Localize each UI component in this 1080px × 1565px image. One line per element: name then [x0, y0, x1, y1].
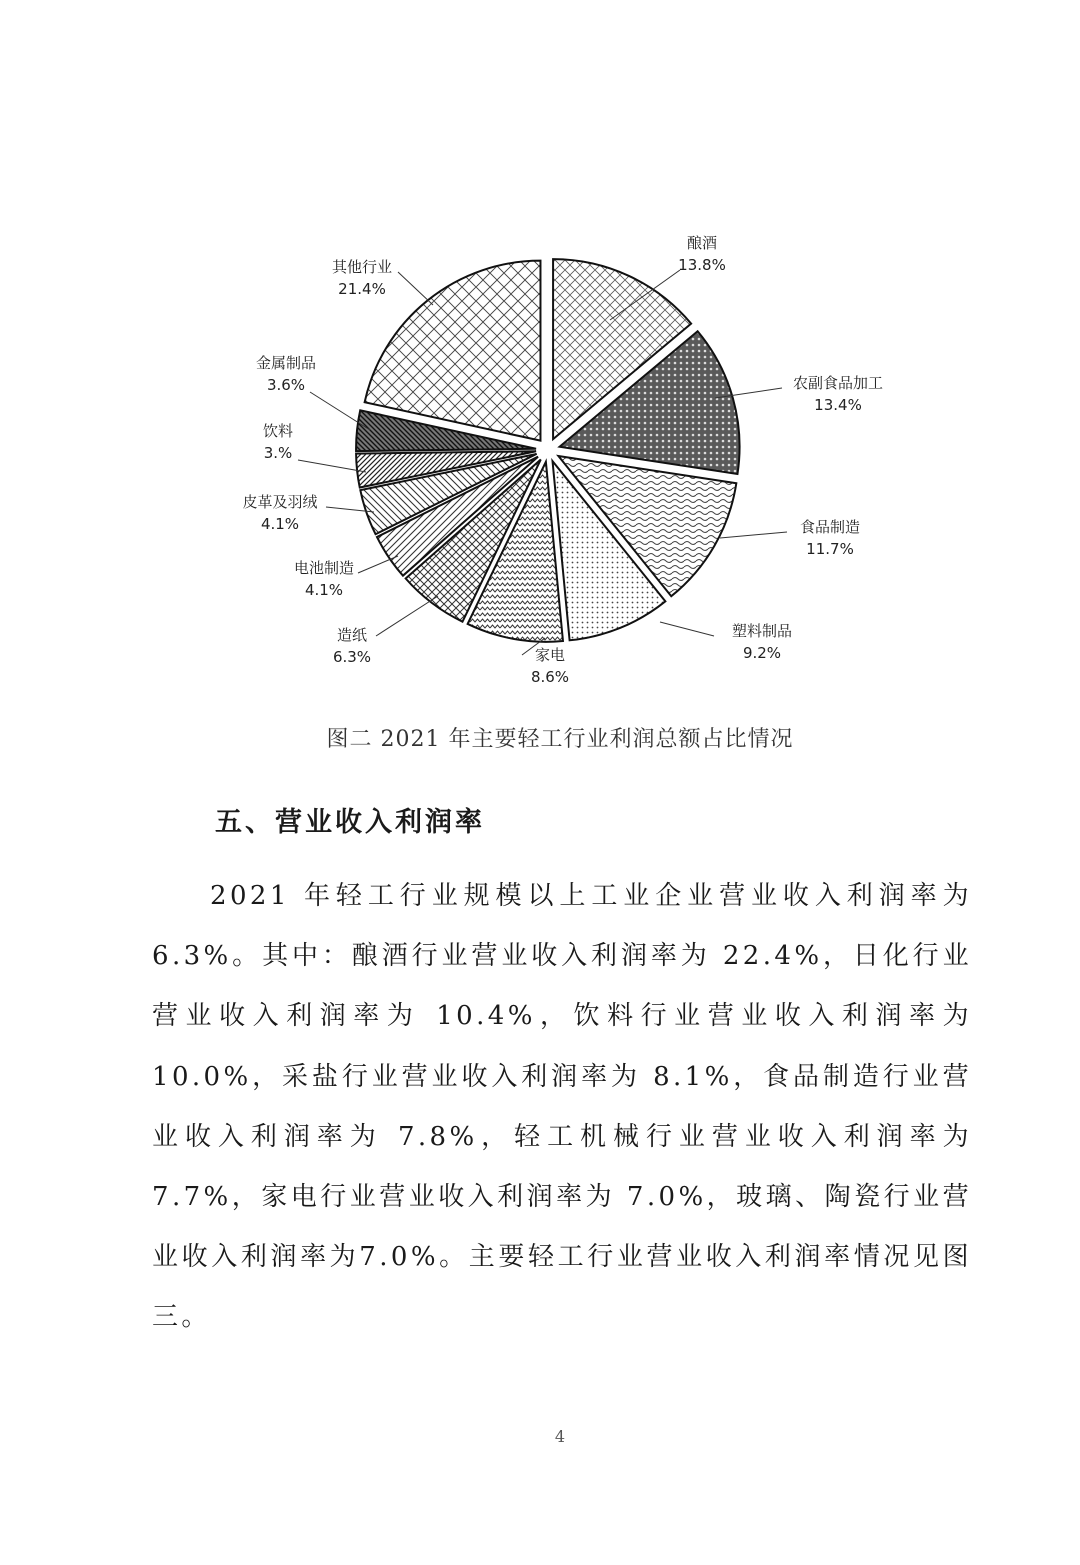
- slice-label: 家电: [534, 646, 566, 664]
- body-paragraph: [152, 866, 972, 1348]
- slice-label: 金属制品: [255, 354, 317, 372]
- slice-value-label: 21.4%: [338, 280, 386, 298]
- slice-value-label: 13.4%: [814, 396, 862, 414]
- paragraph-text: 2021 年轻工行业规模以上工业企业营业收入利润率为6.3%。其中：酿酒行业营业收入利润率为 22.4%，日化行业营业收入利润率为 10.4%，饮料行业营业收入利润率为 10.0%，采盐行业营业收入利润率为 8.1%，食品制造行业营业收入利润率为 7.8%，轻工机械行业营业收入利润率为 7.7%，家电行业营业收入利润率为 7.0%，玻璃、陶瓷行业营业收入利润率为7.0%。主要轻工行业营业收入利润率情况见图三。: [152, 881, 972, 1333]
- section-heading: 五、营业收入利润率: [215, 807, 485, 838]
- slice-label: 皮革及羽绒: [242, 493, 318, 511]
- slice-value-label: 8.6%: [530, 668, 570, 686]
- slice-label: 农副食品加工: [792, 374, 884, 392]
- slice-label: 塑料制品: [731, 622, 793, 640]
- slice-label: 造纸: [336, 626, 368, 644]
- slice-value-label: 4.1%: [260, 515, 300, 533]
- leader-line: [376, 596, 438, 636]
- leader-line: [398, 272, 433, 305]
- leader-line: [720, 532, 787, 538]
- slice-label: 食品制造: [799, 518, 861, 536]
- figure-caption: 图二 2021 年主要轻工行业利润总额占比情况: [326, 727, 794, 752]
- slice-value-label: 6.3%: [332, 648, 372, 666]
- slice-label: 其他行业: [331, 258, 393, 276]
- slice-label: 饮料: [262, 422, 294, 440]
- leader-line: [660, 622, 714, 636]
- page-number: 4: [554, 1427, 566, 1446]
- pie-chart: [0, 0, 1080, 720]
- leader-line: [358, 556, 398, 573]
- slice-value-label: 3.%: [263, 444, 293, 462]
- slice-value-label: 4.1%: [304, 581, 344, 599]
- slice-label: 电池制造: [293, 559, 355, 577]
- pie-slice: [365, 261, 541, 441]
- slice-value-label: 13.8%: [678, 256, 726, 274]
- slice-value-label: 11.7%: [806, 540, 854, 558]
- slice-label: 酿酒: [686, 234, 718, 252]
- slice-value-label: 9.2%: [742, 644, 782, 662]
- slice-value-label: 3.6%: [266, 376, 306, 394]
